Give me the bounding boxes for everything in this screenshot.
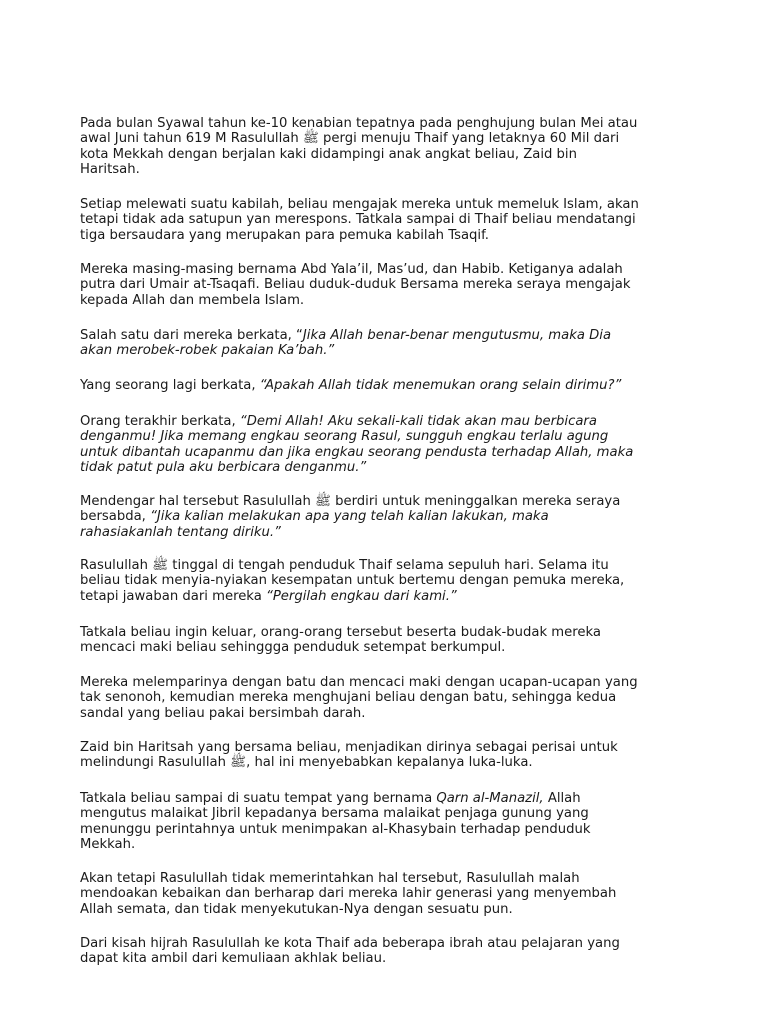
paragraph-1-text: Pada bulan Syawal tahun ke-10 kenabian tepatnya pada penghujung bulan Mei atau awal Juni tahun 619 M Rasulullah ﷺ pergi menuju Thaif yang letaknya 60 Mil dari kota Mekkah dengan berjalan kaki didampingi anak angkat beliau, Zaid bin Haritsah. bbox=[80, 116, 638, 177]
paragraph-14 bbox=[80, 921, 700, 967]
paragraph-6 bbox=[80, 399, 700, 475]
paragraph-9 bbox=[80, 610, 700, 656]
paragraph-5 bbox=[80, 363, 700, 393]
paragraph-9-text: Tatkala beliau ingin keluar, orang-orang tersebut beserta budak-budak mereka mencaci maki beliau sehinggga penduduk setempat berkumpul. bbox=[80, 625, 601, 656]
paragraph-12-text: Tatkala beliau sampai di suatu tempat yang bernama bbox=[80, 791, 437, 807]
paragraph-3 bbox=[80, 247, 700, 308]
paragraph-10 bbox=[80, 660, 700, 721]
paragraph-4 bbox=[80, 313, 700, 359]
paragraph-12-text-cont: Allah mengutus malaikat Jibril kepadanya bersama malaikat penjaga gunung yang menunggu perintahnya untuk menimpakan al-Khasybain terhadap penduduk Mekkah. bbox=[80, 791, 591, 852]
paragraph-6-quote: “Demi Allah! Aku sekali-kali tidak akan mau berbicara denganmu! Jika memang engkau seorang Rasul, sungguh engkau terlalu agung untuk dibantah ucapanmu dan jika engkau seorang pendusta terhadap Allah, maka tidak patut pula aku berbicara denganmu.” bbox=[80, 414, 634, 475]
paragraph-12 bbox=[80, 776, 700, 852]
paragraph-5-text: Yang seorang lagi berkata, bbox=[80, 378, 260, 394]
paragraph-7-quote: “Jika kalian melakukan apa yang telah kalian lakukan, maka rahasiakanlah tentang diriku.” bbox=[80, 509, 549, 540]
paragraph-13-text: Akan tetapi Rasulullah tidak memerintahkan hal tersebut, Rasulullah malah mendoakan kebaikan dan berharap dari mereka lahir generasi yang menyembah Allah semata, dan tidak menyekutukan-Nya dengan sesuatu pun. bbox=[80, 871, 617, 917]
paragraph-5-quote: “Apakah Allah tidak menemukan orang selain dirimu?” bbox=[259, 378, 622, 394]
paragraph-6-text: Orang terakhir berkata, bbox=[80, 414, 240, 430]
paragraph-13 bbox=[80, 856, 700, 917]
paragraph-14-text: Dari kisah hijrah Rasulullah ke kota Thaif ada beberapa ibrah atau pelajaran yang dapat kita ambil dari kemuliaan akhlak beliau. bbox=[80, 936, 620, 967]
paragraph-8-quote: “Pergilah engkau dari kami.” bbox=[266, 588, 457, 604]
paragraph-8 bbox=[80, 543, 700, 604]
paragraph-8-text: Rasulullah ﷺ tinggal di tengah penduduk Thaif selama sepuluh hari. Selama itu beliau tidak menyia-nyiakan kesempatan untuk bertemu dengan pemuka mereka, tetapi jawaban dari mereka bbox=[80, 558, 625, 604]
paragraph-3-text: Mereka masing-masing bernama Abd Yala’il, Mas’ud, dan Habib. Ketiganya adalah putra dari Umair at-Tsaqafi. Beliau duduk-duduk Bersama mereka seraya mengajak kepada Allah dan membela Islam. bbox=[80, 262, 631, 308]
paragraph-11-text: Zaid bin Haritsah yang bersama beliau, menjadikan dirinya sebagai perisai untuk melindungi Rasulullah ﷺ, hal ini menyebabkan kepalanya luka-luka. bbox=[80, 740, 618, 771]
paragraph-4-quote: Jika Allah benar-benar mengutusmu, maka Dia akan merobek-robek pakaian Ka’bah.” bbox=[80, 328, 612, 359]
paragraph-4-text: Salah satu dari mereka berkata, “ bbox=[80, 328, 303, 344]
paragraph-11 bbox=[80, 725, 700, 771]
paragraph-7 bbox=[80, 479, 700, 540]
paragraph-10-text: Mereka melemparinya dengan batu dan mencaci maki dengan ucapan-ucapan yang tak senonoh, kemudian mereka menghujani beliau dengan batu, sehingga kedua sandal yang beliau pakai bersimbah darah. bbox=[80, 675, 638, 721]
paragraph-7-text: Mendengar hal tersebut Rasulullah ﷺ berdiri untuk meninggalkan mereka seraya bersabda, bbox=[80, 494, 621, 525]
paragraph-2-text: Setiap melewati suatu kabilah, beliau mengajak mereka untuk memeluk Islam, akan tetapi tidak ada satupun yan merespons. Tatkala sampai di Thaif beliau mendatangi tiga bersaudara yang merupakan para pemuka kabilah Tsaqif. bbox=[80, 197, 639, 243]
paragraph-2 bbox=[80, 182, 700, 243]
paragraph-1 bbox=[80, 101, 700, 177]
paragraph-12-place-name: Qarn al-Manazil, bbox=[436, 791, 544, 807]
